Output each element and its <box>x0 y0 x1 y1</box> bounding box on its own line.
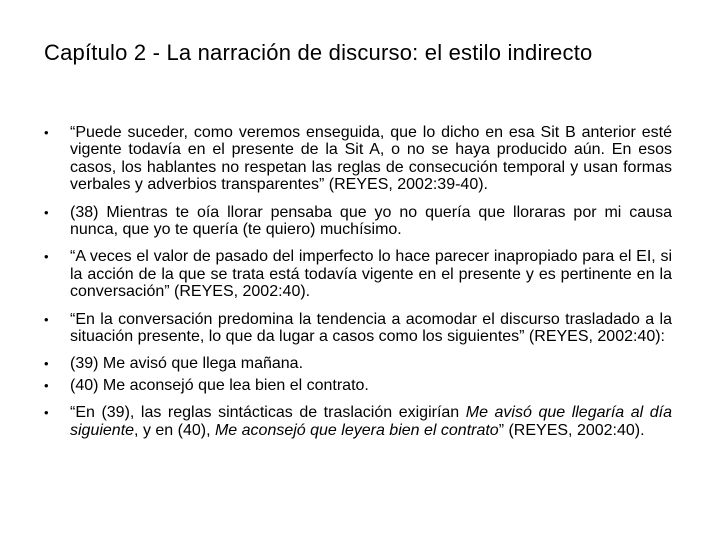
bullet-icon: • <box>44 125 49 140</box>
bullet-icon: • <box>44 249 49 265</box>
list-item-text: “Puede suceder, como veremos enseguida, que lo dicho en esa Sit B anterior esté vigente todavía en el presente de la Sit A, o no se haya producido aún. En esos casos, los hablantes no respetan las reglas de consecución temporal y usan formas verbales y adverbios transparentes” (REYES, 2002:39-40). <box>70 124 672 194</box>
list-item-text: “En la conversación predomina la tendencia a acomodar el discurso trasladado a la situación presente, lo que da lugar a casos como los siguientes” (REYES, 2002:40): <box>70 310 672 346</box>
bullet-icon: • <box>44 311 49 327</box>
bullet-icon: • <box>44 356 49 372</box>
list-item <box>44 124 672 194</box>
text-segment: ” (REYES, 2002:40). <box>498 421 645 439</box>
text-segment: , y en (40), <box>134 421 215 439</box>
list-item-text <box>70 404 672 439</box>
list-item-text: (38) Mientras te oía llorar pensaba que yo no quería que lloraras por mi causa nunca, que yo te quería (te quiero) muchísimo. <box>70 203 672 239</box>
list-item <box>44 311 672 346</box>
list-item <box>44 248 672 300</box>
slide-title: Capítulo 2 - La narración de discurso: el estilo indirecto <box>44 40 593 65</box>
list-item <box>44 204 672 239</box>
italic-example: Me aconsejó que leyera bien el contrato <box>214 421 499 439</box>
italic-example: Me avisó que llegaría al día siguiente <box>70 404 672 439</box>
bullet-icon: • <box>44 405 49 421</box>
text-segment: “En (39), las reglas sintácticas de traslación exigirían <box>70 404 466 422</box>
list-item-text: (40) Me aconsejó que lea bien el contrato. <box>70 376 369 394</box>
bullet-list <box>44 124 672 439</box>
bullet-icon: • <box>44 377 49 393</box>
list-item-text: “A veces el valor de pasado del imperfecto lo hace parecer inapropiado para el EI, si la acción de la que se trata está todavía vigente en el presente y es pertinente en la conversación” (REYES, 2002:40). <box>70 248 672 301</box>
list-item-text: (39) Me avisó que llega mañana. <box>70 355 304 373</box>
list-item <box>44 404 672 439</box>
list-item <box>44 355 672 372</box>
bullet-icon: • <box>44 204 49 220</box>
list-item <box>44 377 672 394</box>
